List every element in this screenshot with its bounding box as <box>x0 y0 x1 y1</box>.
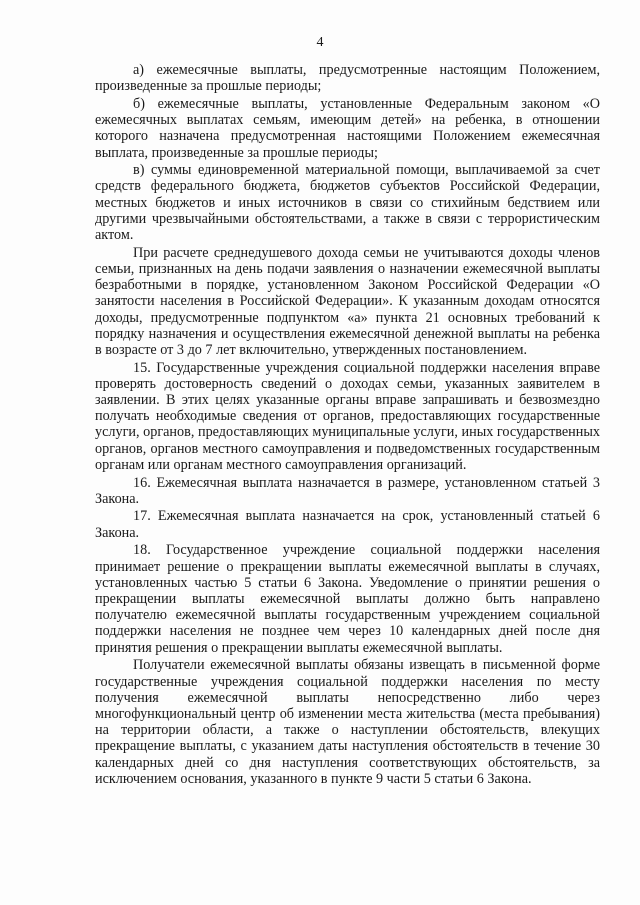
paragraph-b-federal-law-payments: б) ежемесячные выплаты, установленные Федеральным законом «О ежемесячных выплатах семьям, имеющим детей» на ребенка, в отношении которого назначена предусмотренная настоящими Положением ежемесячная выплата, произведенные за прошлые периоды; <box>95 95 600 161</box>
paragraph-unemployed-income: При расчете среднедушевого дохода семьи не учитываются доходы членов семьи, признанных на день подачи заявления о назначении ежемесячной выплаты безработными в порядке, установленном Законом Российской Федерации «О занятости населения в Российской Федерации». К указанным доходам относятся доходы, предусмотренные подпунктом «а» пункта 21 основных требований к порядку назначения и осуществления ежемесячной денежной выплаты на ребенка в возрасте от 3 до 7 лет включительно, утвержденных постановлением. <box>95 244 600 358</box>
paragraph-recipients-obligations: Получатели ежемесячной выплаты обязаны извещать в письменной форме государственные учреждения социальной поддержки населения по месту получения ежемесячной выплаты непосредственно либо через многофункциональный центр об изменении места жительства (места пребывания) на территории области, а также о наступлении обстоятельств, влекущих прекращение выплаты, с указанием даты наступления обстоятельств в течение 30 календарных дней со дня наступления соответствующих обстоятельств, за исключением основания, указанного в пункте 9 части 5 статьи 6 Закона. <box>95 657 600 787</box>
paragraph-a-monthly-payments: а) ежемесячные выплаты, предусмотренные настоящим Положением, произведенные за прошлые периоды; <box>95 62 600 95</box>
paragraph-item-16: 16. Ежемесячная выплата назначается в размере, установленном статьей 3 Закона. <box>95 474 600 507</box>
paragraph-item-17: 17. Ежемесячная выплата назначается на срок, установленный статьей 6 Закона. <box>95 508 600 541</box>
page-number: 4 <box>316 35 324 50</box>
paragraph-v-emergency-aid: в) суммы единовременной материальной помощи, выплачиваемой за счет средств федерального бюджета, бюджетов субъектов Российской Федерации, местных бюджетов и иных источников в связи со стихийным бедствием или другими чрезвычайными обстоятельствами, а также в связи с террористическим актом. <box>95 162 600 244</box>
document-body <box>95 62 600 788</box>
paragraph-item-18: 18. Государственное учреждение социальной поддержки населения принимает решение о прекращении выплаты ежемесячной выплаты в случаях, установленных частью 5 статьи 6 Закона. Уведомление о принятии решения о прекращении выплаты ежемесячной выплаты должно быть направлено получателю ежемесячной выплаты государственным учреждением социальной поддержки населения не позднее чем через 10 календарных дней после дня принятия решения о прекращении выплаты ежемесячной выплаты. <box>95 542 600 656</box>
paragraph-item-15: 15. Государственные учреждения социальной поддержки населения вправе проверять достоверность сведений о доходах семьи, указанных заявителем в заявлении. В этих целях указанные органы вправе запрашивать и безвозмездно получать необходимые сведения от органов, предоставляющих государственные услуги, органов, предоставляющих муниципальные услуги, иных государственных органов, органов местного самоуправления и подведомственных государственным органам или органам местного самоуправления организаций. <box>95 359 600 473</box>
